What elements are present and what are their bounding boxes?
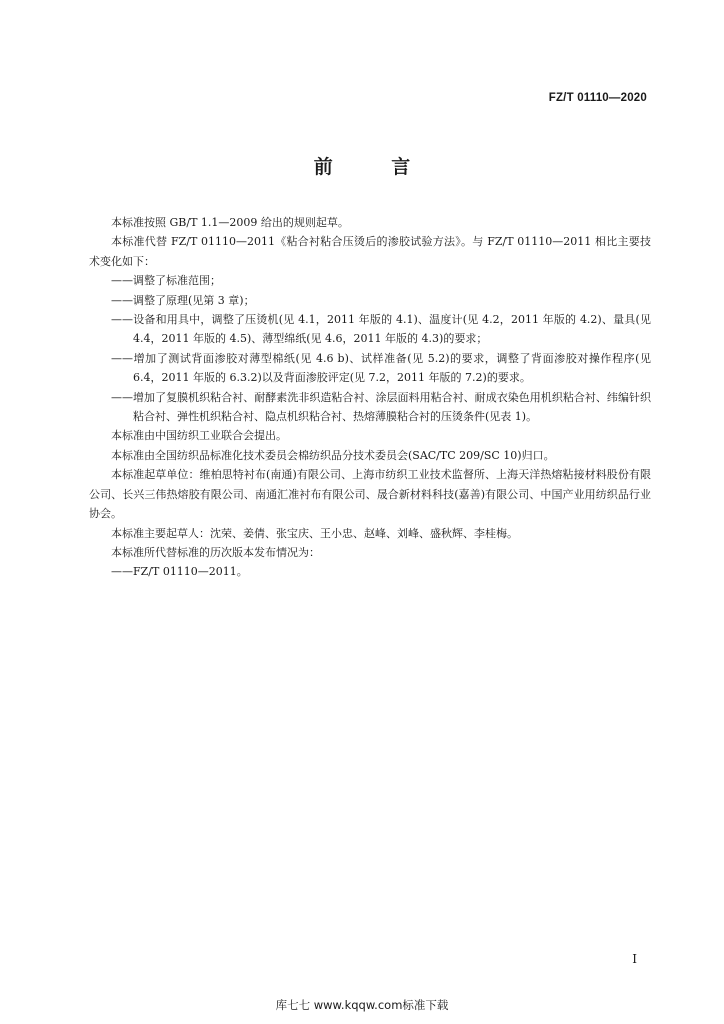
page-title: 前 言 (313, 156, 437, 178)
change-item-back-penetration: ——增加了测试背面渗胶对薄型棉纸(见 4.6 b)、试样准备(见 5.2)的要求，调整了背面渗胶对操作程序(见 6.4，2011 年版的 6.3.2)以及背面渗胶评定(见 7.2，2011 年版的 7.2)的要求。 (111, 351, 651, 385)
foreword-body (89, 213, 651, 582)
paragraph-drafting-rule: 本标准按照 GB/T 1.1—2009 给出的规则起草。 (111, 216, 349, 229)
change-item-principle: ——调整了原理(见第 3 章)； (111, 293, 255, 307)
history-item: ——FZ/T 01110—2011。 (111, 565, 248, 579)
footer-watermark-text: 库七七 www.kqqw.com标准下载 (275, 998, 449, 1012)
paragraph-proposer: 本标准由中国纺织工业联合会提出。 (111, 429, 287, 443)
paragraph-drafters: 本标准主要起草人：沈荣、姜倩、张宝庆、王小忠、赵峰、刘峰、盛秋辉、李桂梅。 (111, 526, 518, 540)
paragraph-drafting-units: 本标准起草单位：维柏思特衬布(南通)有限公司、上海市纺织工业技术监督所、上海天洋热熔粘接材料股份有限公司、长兴三伟热熔胶有限公司、南通汇准衬布有限公司、晟合新材料科技(嘉善)有限公司、中国产业用纺织品行业协会。 (89, 468, 651, 521)
change-item-equipment: ——设备和用具中，调整了压烫机(见 4.1，2011 年版的 4.1)、温度计(见 4.2，2011 年版的 4.2)、量具(见 4.4，2011 年版的 4.5)、薄型绵纸(见 4.6，2011 年版的 4.3)的要求； (111, 313, 651, 346)
paragraph-administrator: 本标准由全国纺织品标准化技术委员会棉纺织品分技术委员会(SAC/TC 209/SC 10)归口。 (111, 448, 555, 462)
paragraph-history: 本标准所代替标准的历次版本发布情况为： (111, 545, 320, 559)
standard-code: FZ/T 01110—2020 (548, 92, 647, 104)
page-number: I (632, 952, 637, 966)
change-item-pressing-conditions: ——增加了复膜机织粘合衬、耐酵素洗非织造粘合衬、涂层面料用粘合衬、耐成衣染色用机织粘合衬、纬编针织粘合衬、弹性机织粘合衬、隐点机织粘合衬、热熔薄膜粘合衬的压烫条件(见表 1)。 (111, 390, 651, 424)
change-item-scope: ——调整了标准范围； (111, 274, 221, 288)
paragraph-replacement: 本标准代替 FZ/T 01110—2011《粘合衬粘合压烫后的渗胶试验方法》。与 FZ/T 01110—2011 相比主要技术变化如下： (89, 235, 651, 268)
